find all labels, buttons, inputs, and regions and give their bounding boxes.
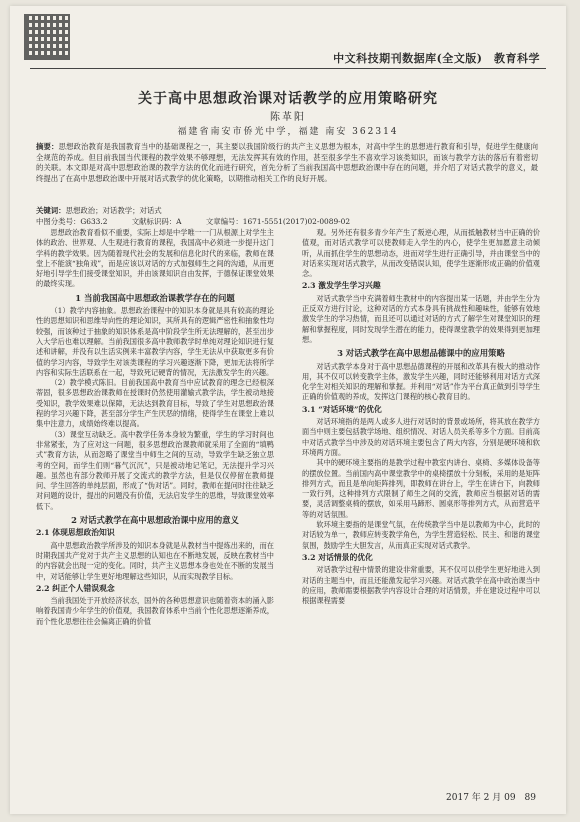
body-paragraph: 对话式教学本身对于高中思想品德课程的开展和改革具有极大的推动作用，其不仅可以转变教学主体，激发学生兴趣，同时还能够利用对话方式深化学生对相关知识的理解和掌握。并利用“对话”作为平台真正做到引导学生正确的价值观的养成，发挥这门课程的核心教育目的。	[302, 361, 540, 402]
qr-code-icon	[24, 14, 70, 60]
document-code: 文献标识码：A	[131, 216, 182, 226]
abstract-text: 思想政治教育是我国教育当中的基础课程之一，其主要以我国阶级行的共产主义思想为根本，对高中学生的思想进行教育和引导，促进学生健康向全规范的养成。但目前我国当代课程的教学效果不够理想，无法发挥其有效的作用，甚至很多学生不喜欢学习该类知识，而该与教学方法的落后有着密切的关联。本文即是对高中思想政治课的教学方法的优化而进行研究，首先分析了当前我国高中思想政治课中存在的问题，并介绍了对话式教学的意义，最终提出了在高中思想政治课中开展对话式教学的优化策略，以期推动相关工作的良好开展。	[36, 142, 538, 183]
section-heading: 2.2 纠正个人错误观念	[36, 583, 115, 593]
body-paragraph: （2）教学模式陈旧。目前我国高中教育当中应试教育的理念已经根深蒂固，很多思想政治课教师在授课时仍然使用灌输式教学法，学生被动地接受知识，教学效果难以保障，无法达到教育目标，导致了学生对思想政治课程的学习兴趣下降，甚至部分学生产生厌恶的情绪，使得学生在课堂上难以集中注意力，成绩始终难以提高。	[36, 378, 274, 429]
article-title: 关于高中思想政治课对话教学的应用策略研究	[138, 91, 438, 107]
body-paragraph: 观。另外还有很多青少年产生了叛逆心理，从而抵触教材当中正确的价值观，而对话式教学可以使教师走入学生的内心，使学生更加愿意主动倾听，从而抓住学生的思想动态，进而对学生进行正确引导，并由课堂当中的对话来实现对话式教学，从而改变错误认知，使学生逐渐形成正确的价值观念。	[302, 228, 540, 279]
body-column-right	[302, 228, 540, 783]
section-heading: 2.3 激发学生学习兴趣	[302, 281, 381, 291]
section-heading: 2.1 体现思想政治知识	[36, 528, 115, 538]
body-paragraph: 思想政治教育看似不重要，实际上却是中学唯一一门从根源上对学生主体的政治、世界观、人生观进行教育的课程，我国高中必须进一步提升这门学科的教学效果。因为随着现代社会的发展和信息化时代的来临，教师在课堂上不能演“独角戏”，而是应该以对话的方式加强师生之间的沟通，从而更好地引导学生们接受课堂知识，并由该课知识自由发挥，于德保证课堂效果的最终实现。	[36, 228, 274, 289]
clc-number: 中图分类号：G633.2	[36, 216, 108, 226]
keywords-label: 关键词：	[36, 206, 66, 215]
body-paragraph: 对话环境指的是两人或多人进行对话时的背景或场所，将其放在教学方面当中则主要包括教学场地、组织情况、对话人员关系等多个方面。目前高中对话式教学当中涉及的对话环境主要包含了两大内容，分别是硬环境和软环境两方面。	[302, 417, 540, 457]
abstract-label: 摘要：	[36, 142, 59, 151]
keywords: 思想政治；对话教学；对话式	[65, 206, 162, 215]
header-rule	[30, 68, 546, 69]
section-heading: 3 对话式教学在高中思想品德课中的应用策略	[337, 348, 505, 359]
journal-name: 中文科技期刊数据库(全文版) 教育科学	[333, 52, 540, 65]
body-paragraph: （3）课堂互动缺乏。高中教学任务本身较为繁重，学生的学习时间也非常紧张，为了应对这一问题，很多思想政治课教师就采用了全面的“填鸭式”教育方法，从而忽略了课堂当中师生之间的互动，导致学生缺乏独立思考的空间，而学生们则“暮气沉沉”，只是被动地记笔记，无法提升学习兴趣。虽然也有部分教师开展了交流式的教学方法，但是仅仅停留在教师提问、学生回答的单纯层面，形成了“伪对话”。同时，教师在提问时往往缺乏对问题的设计，提出的问题没有价值，无法启发学生的思维，导致课堂效率低下。	[36, 429, 274, 511]
body-paragraph: 软环境主要指的是课堂气氛，在传统教学当中是以教师为中心，此时的对话较为单一，教师应转变教学角色，为学生营造轻松、民主、和谐的课堂氛围，鼓励学生大胆发言，从而真正实现对话式教学。	[302, 520, 540, 550]
author-affiliation: 福建省南安市侨光中学，福建 南安 362314	[177, 127, 399, 137]
journal-page	[10, 6, 566, 814]
article-meta	[36, 206, 538, 227]
page-footer: 2017 年 2 月 09 89	[446, 793, 536, 803]
body-column-left	[36, 228, 274, 783]
body-paragraph: 高中思想政治教学所涉及的知识本身就是从教材当中提炼出来的，而在时期我国共产党对于共产主义思想的认知也在不断地发展，反映在教材当中的内容就会出现一定的变化。同时，共产主义思想本身也处在不断的发展当中，对话能够让学生更好地理解这些知识，从而实现教学目标。	[36, 540, 274, 581]
section-heading: 1 当前我国高中思想政治课教学存在的问题	[75, 292, 235, 303]
article-number: 文章编号：1671-5551(2017)02-0089-02	[205, 216, 351, 226]
body-paragraph: （1）教学内容抽象。思想政治课程中的知识本身就是具有较高的理论性的思想知识和思维导向性的理论知识，其所具有的逻辑严密性和抽象性均较强，而该种过于抽象的知识体系是高中阶段学生所无法理解的，甚至出步入大学后也难以理解。当前我国很多高中教师教学时单纯对理论知识进行复述和讲解，并没有以生活实例来丰富教学内容，学生无法从中获取更多有价值的学习内容，导致学生对该类课程的学习兴趣逐渐下降，更加无法将所学内容和实际生活联系在一起，导致死记硬背的情况，无法激发学生的兴趣。	[36, 306, 274, 377]
body-paragraph: 当前我国处于开放经济状态，国外的各种思想意识也随着资本的涌入影响着我国青少年学生的价值观，我国教育体系中当前个性化思想逐渐养成，而个性化思想往往会偏离正确的价值	[36, 596, 274, 626]
section-heading: 3.2 对话情景的优化	[302, 552, 373, 562]
body-paragraph: 对话教学过程中情景的建设非常重要，其不仅可以使学生更好地进入到对话的主题当中，而且还能激发起学习兴趣。对话式教学在高中政治课当中的应用，教师需要根据教学内容设计合理的对话情景，并在建设过程中可以根据课程需要	[302, 565, 540, 606]
section-heading: 2 对话式教学在高中思想政治课中应用的意义	[71, 515, 239, 526]
body-paragraph: 对话式教学当中充满着师生教材中的内容提出某一话题，并由学生分为正反双方进行讨论，这种对话的方式本身具有挑战性和趣味性，能够有效地激发学生的学习热情，而且还可以通过对话的方式了解学生对课堂知识的理解和掌握程度，同时发现学生潜在的能力，使得课堂教学的效果得到更加理想。	[302, 293, 540, 344]
section-heading: 3.1 “对话环境”的优化	[302, 404, 382, 414]
body-paragraph: 其中的硬环境主要指的是教学过程中教室内讲台、桌椅、多媒体设备等的摆放位置。当前国内高中课堂教学中的桌椅摆放十分刻板，采用的是矩阵排列方式，而且是单向矩阵排列，即教师在讲台上，学生在讲台下，向教师一致行列，这种排列方式限制了师生之间的交流，教师应当根据对话的需要，灵活调整桌椅的摆放，如采用马蹄形、圆桌形等排列方式，从而营造平等的对话氛围。	[302, 458, 540, 519]
article-author: 陈革阳	[270, 112, 306, 123]
abstract	[36, 142, 538, 184]
